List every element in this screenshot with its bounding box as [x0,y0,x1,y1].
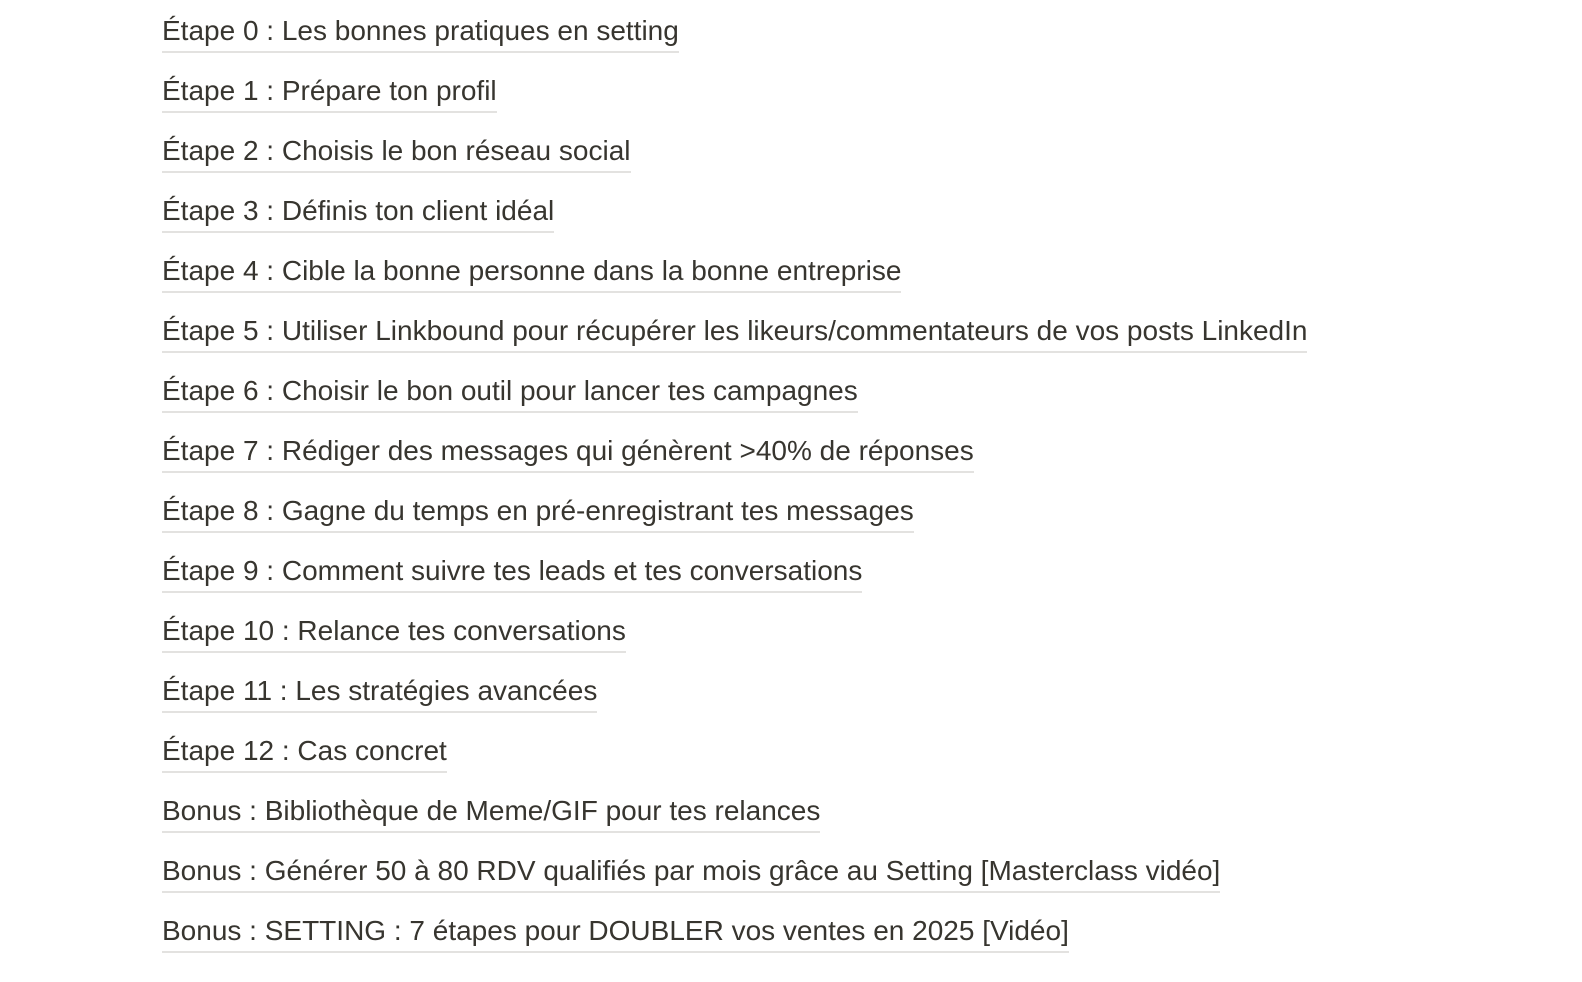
page-link-bonus-masterclass[interactable]: Bonus : Générer 50 à 80 RDV qualifiés par mois grâce au Setting [Masterclass vidéo] [162,851,1220,893]
page-link-etape-9[interactable]: Étape 9 : Comment suivre tes leads et tes conversations [162,551,862,593]
page-link-row [162,791,1307,851]
page-link-list [162,11,1307,971]
page-link-etape-3[interactable]: Étape 3 : Définis ton client idéal [162,191,554,233]
page-link-row [162,431,1307,491]
page-link-etape-2[interactable]: Étape 2 : Choisis le bon réseau social [162,131,631,173]
page-link-etape-6[interactable]: Étape 6 : Choisir le bon outil pour lancer tes campagnes [162,371,858,413]
page-link-etape-0[interactable]: Étape 0 : Les bonnes pratiques en setting [162,11,679,53]
page-link-row [162,311,1307,371]
page-link-etape-12[interactable]: Étape 12 : Cas concret [162,731,447,773]
page-link-etape-8[interactable]: Étape 8 : Gagne du temps en pré-enregistrant tes messages [162,491,914,533]
page-link-row [162,491,1307,551]
page-link-etape-10[interactable]: Étape 10 : Relance tes conversations [162,611,626,653]
page-link-row [162,911,1307,971]
page-link-etape-4[interactable]: Étape 4 : Cible la bonne personne dans la bonne entreprise [162,251,901,293]
page-link-row [162,731,1307,791]
page-link-etape-5[interactable]: Étape 5 : Utiliser Linkbound pour récupérer les likeurs/commentateurs de vos posts LinkedIn [162,311,1307,353]
page-link-bonus-video[interactable]: Bonus : SETTING : 7 étapes pour DOUBLER vos ventes en 2025 [Vidéo] [162,911,1069,953]
page-link-row [162,191,1307,251]
page-link-row [162,851,1307,911]
page-link-row [162,251,1307,311]
page-link-etape-11[interactable]: Étape 11 : Les stratégies avancées [162,671,597,713]
page-link-row [162,131,1307,191]
page-link-row [162,551,1307,611]
page-link-etape-1[interactable]: Étape 1 : Prépare ton profil [162,71,497,113]
page-link-bonus-meme-gif[interactable]: Bonus : Bibliothèque de Meme/GIF pour tes relances [162,791,820,833]
page-link-etape-7[interactable]: Étape 7 : Rédiger des messages qui génèrent >40% de réponses [162,431,974,473]
page-link-row [162,371,1307,431]
page-link-row [162,611,1307,671]
page-link-row [162,71,1307,131]
page-link-row [162,11,1307,71]
page-link-row [162,671,1307,731]
